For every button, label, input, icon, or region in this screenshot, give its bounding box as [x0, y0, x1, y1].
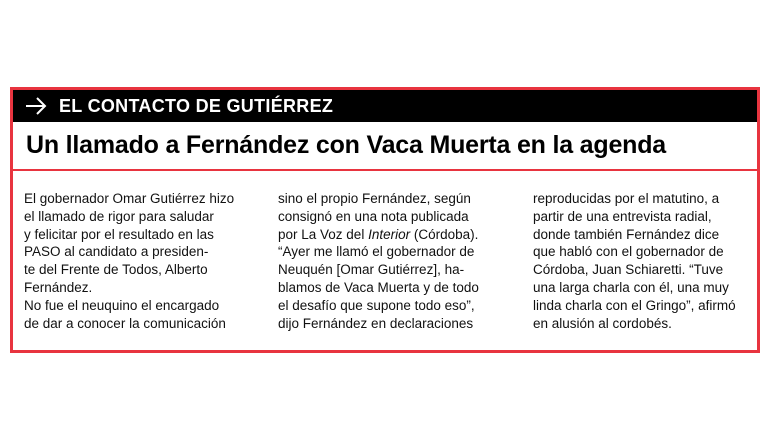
arrow-right-icon [25, 96, 47, 116]
headline: Un llamado a Fernández con Vaca Muerta en la agenda [26, 131, 666, 159]
kicker-bar [13, 90, 757, 122]
body-line: blamos de Vaca Muerta y de todo [278, 279, 479, 295]
body-text: por La Voz del [278, 226, 369, 242]
body-column-2 [278, 190, 518, 332]
body-line: el desafío que supone todo eso”, [278, 297, 475, 313]
body-line: donde también Fernández dice [533, 226, 720, 242]
kicker-label: EL CONTACTO DE GUTIÉRREZ [59, 95, 334, 116]
headline-divider [13, 169, 757, 171]
body-column-3 [533, 190, 753, 332]
body-line: PASO al candidato a presiden- [24, 244, 209, 260]
body-column-1 [24, 190, 264, 332]
article-box [10, 87, 760, 353]
body-line: partir de una entrevista radial, [533, 208, 712, 224]
body-line: reproducidas por el matutino, a [533, 191, 720, 206]
body-line: en alusión al cordobés. [533, 315, 672, 331]
body-line: de dar a conocer la comunicación [24, 315, 226, 331]
body-line: consignó en una nota publicada [278, 208, 469, 224]
body-line: que habló con el gobernador de [533, 244, 724, 260]
body-line: Neuquén [Omar Gutiérrez], ha- [278, 262, 465, 278]
body-line [278, 226, 518, 244]
body-line: El gobernador Omar Gutiérrez hizo [24, 191, 235, 206]
body-line: el llamado de rigor para saludar [24, 208, 214, 224]
body-line: No fue el neuquino el encargado [24, 297, 220, 313]
body-line: Fernández. [24, 279, 93, 295]
body-text: (Córdoba). [410, 226, 479, 242]
body-line: Córdoba, Juan Schiaretti. “Tuve [533, 262, 724, 278]
body-line: linda charla con el Gringo”, afirmó [533, 297, 736, 313]
body-line: te del Frente de Todos, Alberto [24, 262, 208, 278]
body-line: “Ayer me llamó el gobernador de [278, 244, 475, 260]
body-line: y felicitar por el resultado en las [24, 226, 214, 242]
body-text-italic: Interior [368, 226, 411, 242]
body-line: dijo Fernández en declaraciones [278, 315, 474, 331]
body-line: sino el propio Fernández, según [278, 191, 471, 206]
body-line: una larga charla con él, una muy [533, 279, 729, 295]
